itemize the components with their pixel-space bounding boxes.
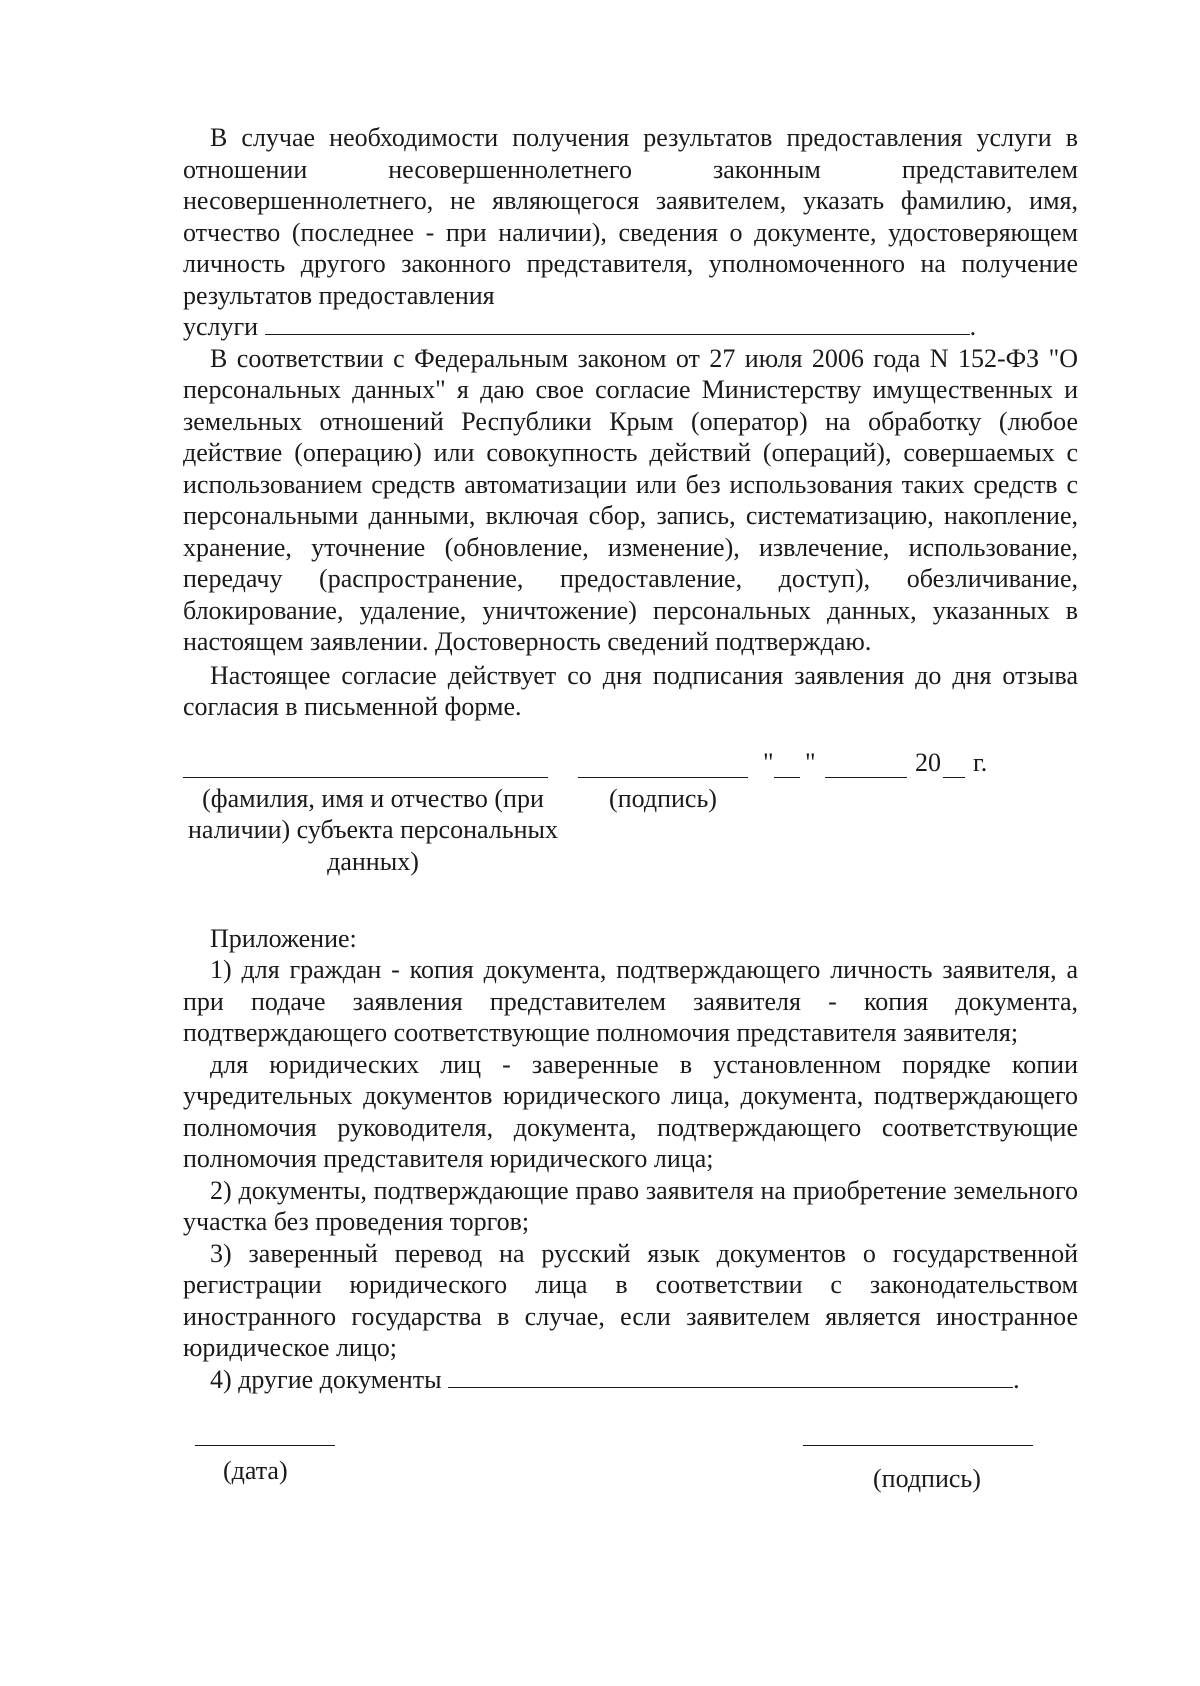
paragraph-services-line [183,311,1078,343]
bottom-signature-fill-line [803,1445,1033,1446]
services-label: услуги [183,312,259,341]
paragraph-consent-validity [183,660,1078,723]
services-dot: . [969,312,977,341]
bottom-date-fill-line [195,1445,335,1446]
signature-block [183,749,1078,899]
caption-signature: (подпись) [609,783,717,813]
date-year-fill-line [943,777,965,778]
appendix-item-1-citizens-text: 1) для граждан - копия документа, подтверждающего личность заявителя, а при подаче заявления представителем заявителя - копия документа, подтверждающего соответствующие полномочия представителя заявителя; [183,955,1078,1047]
paragraph-minor-representative-text: В случае необходимости получения результатов предоставления услуги в отношении несовершеннолетнего законным представителем несовершеннолетнего, не являющегося заявителем, указать фамилию, имя, отчество (последнее - при наличии), сведения о документе, удостоверяющем личность другого законного представителя, уполномоченного на получение результатов предоставления [183,123,1078,310]
other-documents-fill-line [448,1365,1013,1388]
date-day-fill-line [774,777,800,778]
appendix-item-3-text: 3) заверенный перевод на русский язык документов о государственной регистрации юридического лица в соответствии с законодательством иностранного государства в случае, если заявителем является иностранное юридическое лицо; [183,1238,1078,1362]
date-quote-close: " [805,747,816,777]
appendix-title [183,923,1078,955]
signature-fill-line [578,777,748,778]
appendix-item-2 [183,1175,1078,1238]
appendix-item-1-legal-entities [183,1049,1078,1175]
paragraph-minor-representative [183,122,1078,311]
appendix-item-3 [183,1238,1078,1364]
appendix-item-4 [183,1364,1078,1396]
bottom-signature-caption: (подпись) [873,1464,981,1493]
name-fill-line [183,777,548,778]
other-documents-dot: . [1013,1364,1020,1394]
caption-subject-name: (фамилия, имя и отчество (при наличии) субъекта персональных данных) [188,783,558,876]
bottom-date-caption: (дата) [223,1456,288,1485]
appendix-item-1-citizens [183,954,1078,1049]
services-fill-line [265,312,970,335]
date-year-prefix: 20 [915,747,941,777]
appendix-item-4-text: 4) другие документы [210,1364,442,1394]
appendix-item-2-text: 2) документы, подтверждающие право заявителя на приобретение земельного участка без проведения торгов; [183,1175,1078,1236]
date-quote-open: " [763,747,774,777]
paragraph-consent-text: В соответствии с Федеральным законом от 27 июля 2006 года N 152-ФЗ "О персональных данных" я даю свое согласие Министерству имущественных и земельных отношений Республики Крым (оператор) на обработку (любое действие (операцию) или совокупность действий (операций), совершаемых с использованием средств автоматизации или без использования таких средств с персональными данными, включая сбор, запись, систематизацию, накопление, хранение, уточнение (обновление, изменение), извлечение, использование, передачу (распространение, предоставление, доступ), обезличивание, блокирование, удаление, уничтожение) персональных данных, указанных в настоящем заявлении. Достоверность сведений подтверждаю. [183,343,1078,656]
date-month-fill-line [825,777,907,778]
appendix-title-text: Приложение: [210,923,357,953]
paragraph-consent [183,343,1078,658]
date-year-suffix: г. [973,747,988,777]
bottom-signature-block [183,1435,1078,1555]
document-body [183,122,1078,1555]
appendix-item-1-legal-entities-text: для юридических лиц - заверенные в установленном порядке копии учредительных документов юридического лица, документа, подтверждающего полномочия руководителя, документа, подтверждающего соответствующие полномочия представителя юридического лица; [183,1049,1078,1173]
paragraph-consent-validity-text: Настоящее согласие действует со дня подписания заявления до дня отзыва согласия в письменной форме. [183,660,1078,721]
